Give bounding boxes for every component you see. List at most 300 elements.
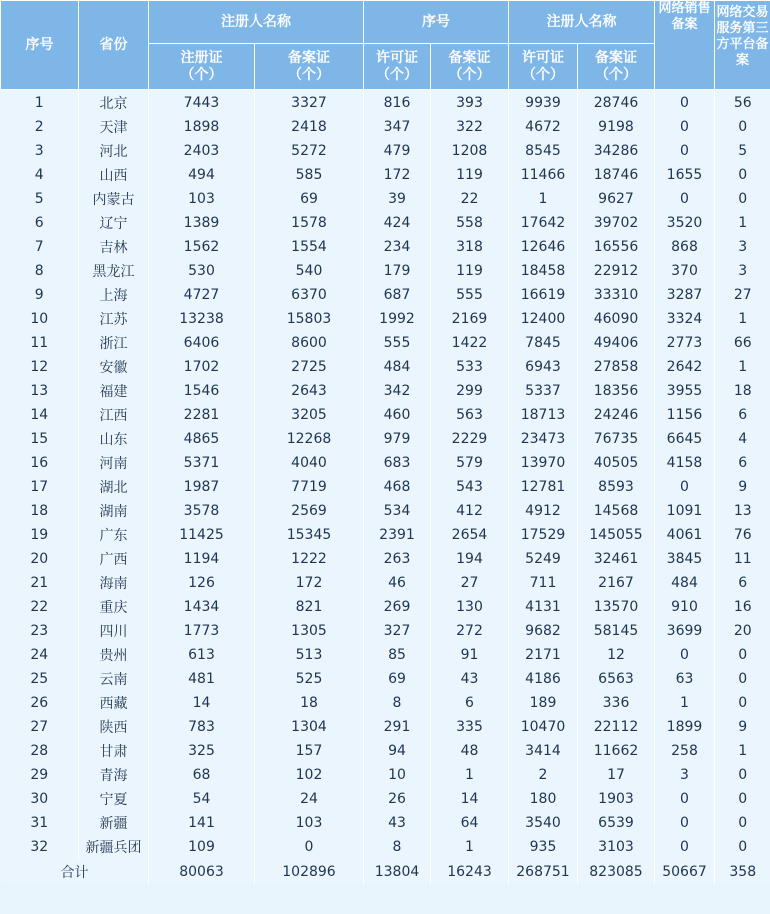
cell-c1: 2403 [149,139,255,163]
cell-c5: 189 [509,691,578,715]
cell-c8: 13 [715,499,770,523]
cell-no: 30 [1,787,79,811]
cell-prov: 吉林 [79,235,149,259]
header-unit: （个） [448,66,491,83]
cell-no: 12 [1,355,79,379]
cell-c3: 172 [364,163,431,187]
cell-prov: 新疆兵团 [79,835,149,859]
total-row [1,859,770,884]
total-c7: 50667 [655,859,715,884]
cell-c4: 1422 [431,331,509,355]
cell-c7: 370 [655,259,715,283]
total-label: 合计 [1,859,149,884]
cell-c5: 18713 [509,403,578,427]
cell-c8: 27 [715,283,770,307]
cell-c6: 9627 [578,187,655,211]
cell-c3: 269 [364,595,431,619]
cell-c2: 102 [255,763,364,787]
cell-prov: 西藏 [79,691,149,715]
header-filing-cert-1 [255,44,364,90]
header-unit: （个） [595,66,637,83]
cell-c2: 172 [255,571,364,595]
cell-c4: 22 [431,187,509,211]
header-seq: 序号 [1,1,79,90]
cell-prov: 江苏 [79,307,149,331]
cell-c2: 1554 [255,235,364,259]
cell-no: 11 [1,331,79,355]
cell-c1: 2281 [149,403,255,427]
cell-c6: 33310 [578,283,655,307]
cell-c3: 85 [364,643,431,667]
cell-c1: 103 [149,187,255,211]
cell-c5: 3414 [509,739,578,763]
cell-c6: 46090 [578,307,655,331]
cell-no: 28 [1,739,79,763]
cell-c5: 10470 [509,715,578,739]
cell-c6: 6539 [578,811,655,835]
cell-c3: 46 [364,571,431,595]
cell-c7: 2773 [655,331,715,355]
cell-no: 18 [1,499,79,523]
cell-c3: 683 [364,451,431,475]
cell-c4: 393 [431,90,509,116]
cell-c2: 5272 [255,139,364,163]
cell-no: 22 [1,595,79,619]
cell-c1: 14 [149,691,255,715]
cell-c2: 2725 [255,355,364,379]
cell-c3: 1992 [364,307,431,331]
cell-c2: 69 [255,187,364,211]
table-row [1,739,770,763]
cell-c7: 1899 [655,715,715,739]
cell-c2: 15345 [255,523,364,547]
cell-c3: 979 [364,427,431,451]
cell-c4: 322 [431,115,509,139]
cell-prov: 河南 [79,451,149,475]
header-group-registrant-2: 注册人名称 [509,1,655,44]
cell-c1: 3578 [149,499,255,523]
cell-c2: 2569 [255,499,364,523]
cell-c2: 4040 [255,451,364,475]
cell-c8: 1 [715,355,770,379]
table-row [1,331,770,355]
cell-c7: 6645 [655,427,715,451]
table-body [1,90,770,885]
cell-c6: 6563 [578,667,655,691]
cell-no: 23 [1,619,79,643]
cell-c6: 34286 [578,139,655,163]
total-c5: 268751 [509,859,578,884]
cell-prov: 黑龙江 [79,259,149,283]
cell-c2: 7719 [255,475,364,499]
table-row [1,667,770,691]
table-row [1,259,770,283]
cell-c5: 23473 [509,427,578,451]
table-row [1,163,770,187]
header-filing-cert-2 [431,44,509,90]
header-group-registrant-1: 注册人名称 [149,1,364,44]
cell-no: 2 [1,115,79,139]
cell-c2: 1304 [255,715,364,739]
cell-c3: 2391 [364,523,431,547]
total-c8: 358 [715,859,770,884]
table-row [1,139,770,163]
cell-c3: 263 [364,547,431,571]
cell-c2: 3327 [255,90,364,116]
cell-c7: 3324 [655,307,715,331]
cell-prov: 云南 [79,667,149,691]
cell-c3: 8 [364,691,431,715]
cell-c8: 0 [715,115,770,139]
cell-c7: 0 [655,787,715,811]
table-row [1,547,770,571]
cell-c3: 687 [364,283,431,307]
cell-c6: 336 [578,691,655,715]
cell-c2: 157 [255,739,364,763]
cell-c7: 0 [655,90,715,116]
cell-no: 15 [1,427,79,451]
cell-c1: 1898 [149,115,255,139]
cell-c8: 9 [715,475,770,499]
cell-c4: 563 [431,403,509,427]
header-label: 注册证 [180,49,223,66]
cell-c6: 14568 [578,499,655,523]
cell-c6: 13570 [578,595,655,619]
cell-no: 32 [1,835,79,859]
cell-c2: 525 [255,667,364,691]
cell-c8: 1 [715,739,770,763]
cell-c1: 54 [149,787,255,811]
table-row [1,523,770,547]
cell-c1: 126 [149,571,255,595]
cell-c2: 18 [255,691,364,715]
cell-c3: 424 [364,211,431,235]
cell-c1: 13238 [149,307,255,331]
cell-c1: 5371 [149,451,255,475]
total-c3: 13804 [364,859,431,884]
cell-no: 8 [1,259,79,283]
cell-prov: 四川 [79,619,149,643]
cell-c6: 39702 [578,211,655,235]
cell-c4: 43 [431,667,509,691]
cell-c4: 27 [431,571,509,595]
cell-c8: 18 [715,379,770,403]
cell-c8: 1 [715,307,770,331]
cell-no: 31 [1,811,79,835]
table-row [1,811,770,835]
cell-c3: 234 [364,235,431,259]
cell-no: 26 [1,691,79,715]
cell-c3: 555 [364,331,431,355]
header-label: 许可证 [522,49,564,66]
cell-no: 24 [1,643,79,667]
cell-c3: 69 [364,667,431,691]
header-reg-cert-1 [149,44,255,90]
cell-c8: 56 [715,90,770,116]
cell-c4: 2169 [431,307,509,331]
header-province: 省份 [79,1,149,90]
cell-c7: 484 [655,571,715,595]
cell-c4: 1 [431,763,509,787]
table-row [1,763,770,787]
cell-c6: 8593 [578,475,655,499]
cell-c3: 484 [364,355,431,379]
table-row [1,427,770,451]
cell-c4: 1 [431,835,509,859]
cell-c3: 534 [364,499,431,523]
cell-no: 27 [1,715,79,739]
table-row [1,571,770,595]
cell-c4: 6 [431,691,509,715]
cell-c8: 0 [715,187,770,211]
cell-c1: 613 [149,643,255,667]
cell-no: 6 [1,211,79,235]
cell-c7: 0 [655,811,715,835]
cell-c2: 1305 [255,619,364,643]
header-license-2 [509,44,578,90]
cell-c3: 43 [364,811,431,835]
cell-c5: 17529 [509,523,578,547]
cell-c7: 3 [655,763,715,787]
table-row [1,115,770,139]
cell-c1: 481 [149,667,255,691]
header-label: 许可证 [376,49,418,66]
cell-c2: 513 [255,643,364,667]
cell-c2: 24 [255,787,364,811]
cell-c3: 327 [364,619,431,643]
cell-c6: 58145 [578,619,655,643]
cell-c4: 64 [431,811,509,835]
cell-no: 29 [1,763,79,787]
cell-c6: 24246 [578,403,655,427]
cell-c5: 711 [509,571,578,595]
cell-c2: 2643 [255,379,364,403]
cell-c4: 335 [431,715,509,739]
cell-c7: 910 [655,595,715,619]
cell-c3: 347 [364,115,431,139]
cell-c5: 5337 [509,379,578,403]
cell-c8: 66 [715,331,770,355]
cell-c5: 4672 [509,115,578,139]
cell-c1: 1546 [149,379,255,403]
cell-c1: 1987 [149,475,255,499]
cell-c7: 0 [655,643,715,667]
cell-prov: 贵州 [79,643,149,667]
cell-prov: 广东 [79,523,149,547]
cell-c7: 3520 [655,211,715,235]
cell-prov: 宁夏 [79,787,149,811]
cell-c8: 0 [715,835,770,859]
cell-c3: 291 [364,715,431,739]
cell-prov: 安徽 [79,355,149,379]
cell-c8: 5 [715,139,770,163]
cell-c6: 11662 [578,739,655,763]
cell-c4: 119 [431,259,509,283]
cell-c1: 783 [149,715,255,739]
cell-c1: 141 [149,811,255,835]
cell-c8: 0 [715,787,770,811]
total-c6: 823085 [578,859,655,884]
cell-no: 10 [1,307,79,331]
cell-c1: 1434 [149,595,255,619]
cell-c2: 6370 [255,283,364,307]
cell-c4: 91 [431,643,509,667]
cell-c5: 18458 [509,259,578,283]
cell-c2: 15803 [255,307,364,331]
cell-c7: 0 [655,139,715,163]
table-row [1,283,770,307]
header-group-seq: 序号 [364,1,509,44]
cell-c6: 16556 [578,235,655,259]
cell-c7: 1655 [655,163,715,187]
cell-no: 16 [1,451,79,475]
table-row [1,475,770,499]
cell-c6: 22112 [578,715,655,739]
cell-c4: 533 [431,355,509,379]
cell-c8: 0 [715,643,770,667]
cell-c5: 4131 [509,595,578,619]
table-row [1,691,770,715]
header-label: 备案证 [448,49,491,66]
cell-c7: 258 [655,739,715,763]
cell-c2: 0 [255,835,364,859]
cell-c1: 1773 [149,619,255,643]
cell-c5: 12781 [509,475,578,499]
cell-c5: 2171 [509,643,578,667]
cell-c6: 3103 [578,835,655,859]
cell-c2: 103 [255,811,364,835]
cell-c3: 8 [364,835,431,859]
table-row [1,379,770,403]
cell-no: 1 [1,90,79,116]
cell-prov: 重庆 [79,595,149,619]
cell-c7: 2642 [655,355,715,379]
cell-c2: 8600 [255,331,364,355]
cell-c1: 7443 [149,90,255,116]
cell-no: 19 [1,523,79,547]
cell-c7: 3699 [655,619,715,643]
cell-c4: 558 [431,211,509,235]
cell-c5: 1 [509,187,578,211]
cell-c6: 12 [578,643,655,667]
header-label: 备案证 [595,49,637,66]
cell-prov: 新疆 [79,811,149,835]
cell-c5: 180 [509,787,578,811]
cell-prov: 陕西 [79,715,149,739]
cell-c8: 76 [715,523,770,547]
cell-prov: 山西 [79,163,149,187]
cell-c4: 272 [431,619,509,643]
cell-c7: 0 [655,187,715,211]
cell-c6: 40505 [578,451,655,475]
cell-c5: 17642 [509,211,578,235]
cell-c5: 7845 [509,331,578,355]
cell-c3: 468 [364,475,431,499]
cell-prov: 辽宁 [79,211,149,235]
table-row [1,307,770,331]
cell-c5: 9682 [509,619,578,643]
cell-c4: 119 [431,163,509,187]
cell-c4: 130 [431,595,509,619]
cell-c5: 11466 [509,163,578,187]
cell-c8: 9 [715,715,770,739]
cell-c2: 1578 [255,211,364,235]
table-row [1,715,770,739]
cell-c6: 76735 [578,427,655,451]
cell-prov: 浙江 [79,331,149,355]
cell-c4: 2229 [431,427,509,451]
cell-c7: 1091 [655,499,715,523]
cell-c3: 39 [364,187,431,211]
table-row [1,787,770,811]
cell-c8: 6 [715,451,770,475]
table-header [1,1,770,90]
cell-c6: 2167 [578,571,655,595]
cell-c1: 11425 [149,523,255,547]
cell-prov: 山东 [79,427,149,451]
cell-c1: 494 [149,163,255,187]
cell-c5: 4912 [509,499,578,523]
cell-prov: 北京 [79,90,149,116]
cell-c8: 4 [715,427,770,451]
cell-c4: 412 [431,499,509,523]
cell-no: 20 [1,547,79,571]
cell-c4: 318 [431,235,509,259]
cell-no: 13 [1,379,79,403]
cell-c1: 6406 [149,331,255,355]
header-online-platform: 网络交易服务第三方平台备案 [715,1,770,90]
cell-prov: 内蒙古 [79,187,149,211]
cell-prov: 上海 [79,283,149,307]
cell-c3: 816 [364,90,431,116]
cell-c3: 26 [364,787,431,811]
cell-c8: 6 [715,571,770,595]
header-unit: （个） [180,66,223,83]
cell-c5: 6943 [509,355,578,379]
cell-no: 4 [1,163,79,187]
cell-c2: 2418 [255,115,364,139]
cell-c5: 9939 [509,90,578,116]
header-unit: （个） [288,66,330,83]
cell-c8: 3 [715,235,770,259]
cell-c8: 20 [715,619,770,643]
cell-c3: 179 [364,259,431,283]
cell-c6: 18356 [578,379,655,403]
cell-c1: 1389 [149,211,255,235]
cell-prov: 海南 [79,571,149,595]
cell-c1: 325 [149,739,255,763]
cell-no: 25 [1,667,79,691]
cell-c5: 12646 [509,235,578,259]
table-row [1,211,770,235]
cell-c7: 0 [655,475,715,499]
cell-c5: 5249 [509,547,578,571]
table-row [1,90,770,116]
cell-c1: 68 [149,763,255,787]
table-row [1,403,770,427]
cell-prov: 青海 [79,763,149,787]
cell-c7: 63 [655,667,715,691]
cell-c7: 1 [655,691,715,715]
cell-c8: 0 [715,163,770,187]
cell-c4: 1208 [431,139,509,163]
cell-c3: 460 [364,403,431,427]
header-filing-cert-3 [578,44,655,90]
cell-c2: 12268 [255,427,364,451]
cell-c5: 13970 [509,451,578,475]
cell-c1: 1194 [149,547,255,571]
cell-c6: 17 [578,763,655,787]
